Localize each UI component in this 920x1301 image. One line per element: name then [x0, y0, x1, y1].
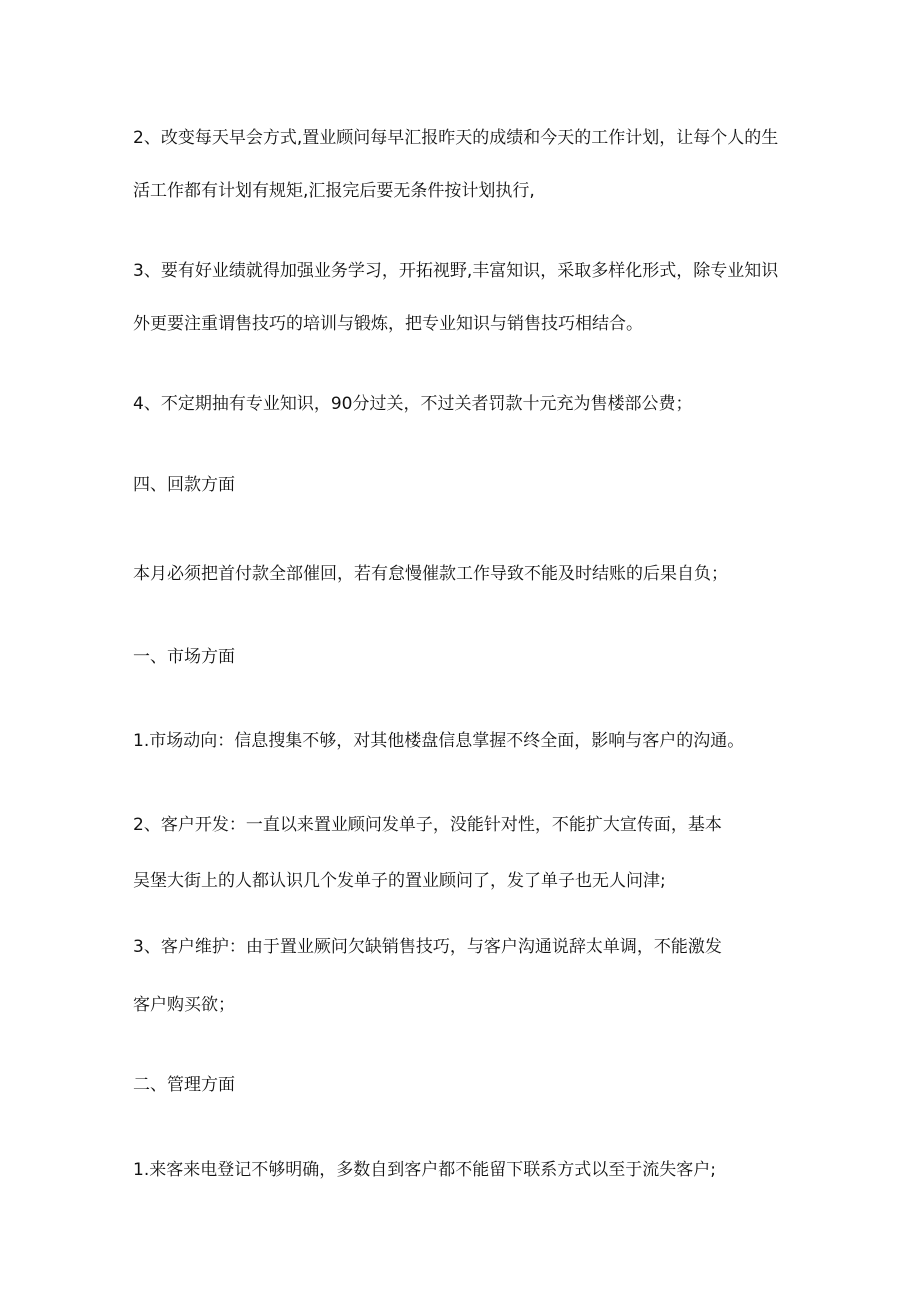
paragraph-line: 客户购买欲；	[133, 995, 235, 1015]
section-heading: 一、市场方面	[133, 647, 235, 667]
paragraph-line: 4、不定期抽有专业知识，90分过关，不过关者罚款十元充为售楼部公费；	[133, 394, 693, 414]
paragraph-line: 1.来客来电登记不够明确，多数自到客户都不能留下联系方式以至于流失客户;	[133, 1160, 716, 1180]
section-heading: 二、管理方面	[133, 1075, 235, 1095]
paragraph-line: 3、客户维护：由于置业厥问欠缺销售技巧，与客户沟通说辞太单调，不能激发	[133, 937, 722, 957]
paragraph-line: 2、客户开发：一直以来置业顾问发单子，没能针对性，不能扩大宣传面，基本	[133, 815, 722, 835]
paragraph-line: 外更要注重谓售技巧的培训与锻炼，把专业知识与销售技巧相结合。	[133, 314, 643, 334]
section-heading: 四、回款方面	[133, 475, 235, 495]
paragraph-line: 3、要有好业绩就得加强业务学习，开拓视野,丰富知识，采取多样化形式，除专业知识	[133, 261, 779, 281]
paragraph-line: 活工作都有计划有规矩,汇报完后要无条件按计划执行,	[133, 181, 535, 201]
paragraph-line: 本月必须把首付款全部催回，若有怠慢催款工作导致不能及时结账的后果自负；	[133, 564, 728, 584]
paragraph-line: 2、改变每天早会方式,置业顾问每早汇报昨天的成绩和今天的工作计划，让每个人的生	[133, 128, 779, 148]
paragraph-line: 吴堡大街上的人都认识几个发单子的置业顾问了，发了单子也无人问津;	[133, 871, 666, 891]
paragraph-line: 1.市场动向：信息搜集不够，对其他楼盘信息掌握不终全面，影响与客户的沟通。	[133, 731, 745, 751]
